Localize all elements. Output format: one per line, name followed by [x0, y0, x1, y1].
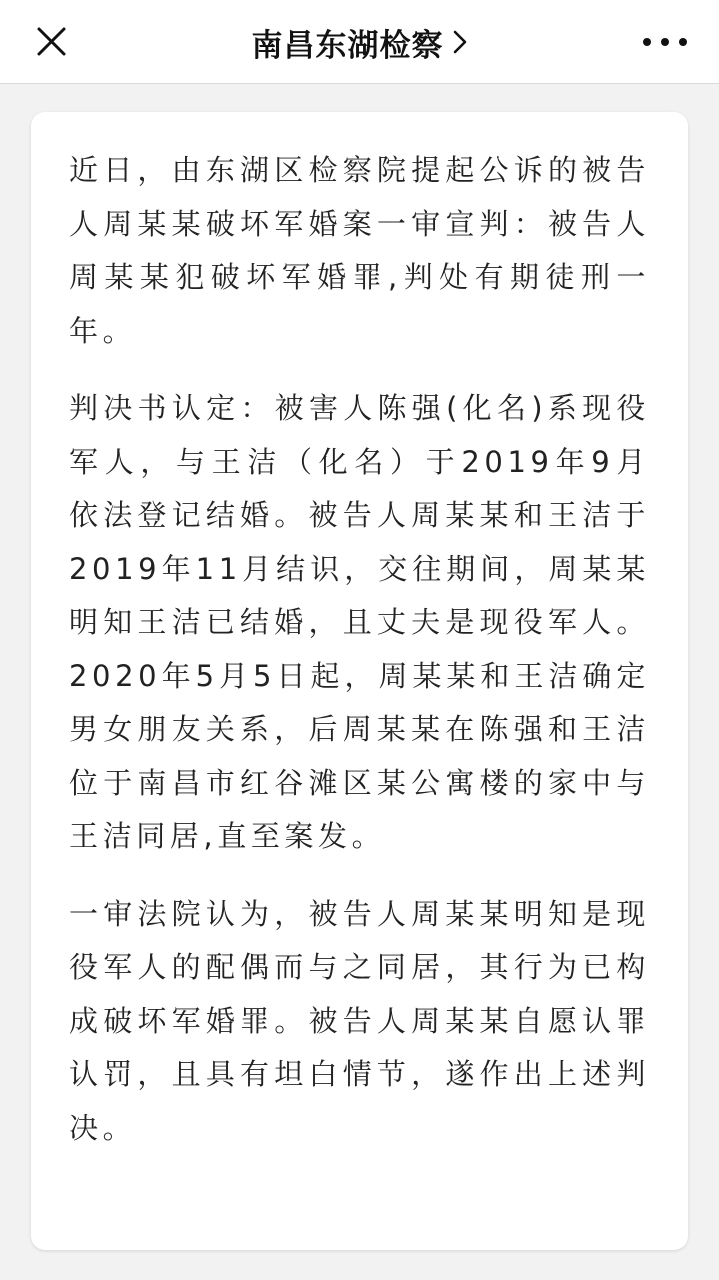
- article-paragraph: 一审法院认为，被告人周某某明知是现役军人的配偶而与之同居，其行为已构成破坏军婚罪。被告人周某某自愿认罪认罚，且具有坦白情节，遂作出上述判决。: [69, 896, 650, 1145]
- account-title-link[interactable]: [252, 20, 468, 65]
- more-dots-icon: [643, 38, 651, 46]
- article-body: [69, 144, 650, 1155]
- chevron-right-icon: [452, 29, 468, 55]
- article-card: [31, 112, 688, 1250]
- top-navigation-bar: [0, 0, 719, 84]
- article-paragraph: 近日，由东湖区检察院提起公诉的被告人周某某破坏军婚案一审宣判：被告人周某某犯破坏军婚罪,判处有期徒刑一年。: [69, 153, 650, 348]
- more-dots-icon: [661, 38, 669, 46]
- more-dots-icon: [679, 38, 687, 46]
- page-title: 南昌东湖检察: [251, 27, 444, 64]
- more-options-button[interactable]: [643, 26, 687, 58]
- article-paragraph: 判决书认定：被害人陈强(化名)系现役军人，与王洁（化名）于2019年9月依法登记结婚。被告人周某某和王洁于2019年11月结识，交往期间，周某某明知王洁已结婚，且丈夫是现役军人。2020年5月5日起，周某某和王洁确定男女朋友关系，后周某某在陈强和王洁位于南昌市红谷滩区某公寓楼的家中与王洁同居,直至案发。: [69, 391, 650, 853]
- close-icon: [28, 20, 72, 64]
- close-button[interactable]: [28, 20, 72, 64]
